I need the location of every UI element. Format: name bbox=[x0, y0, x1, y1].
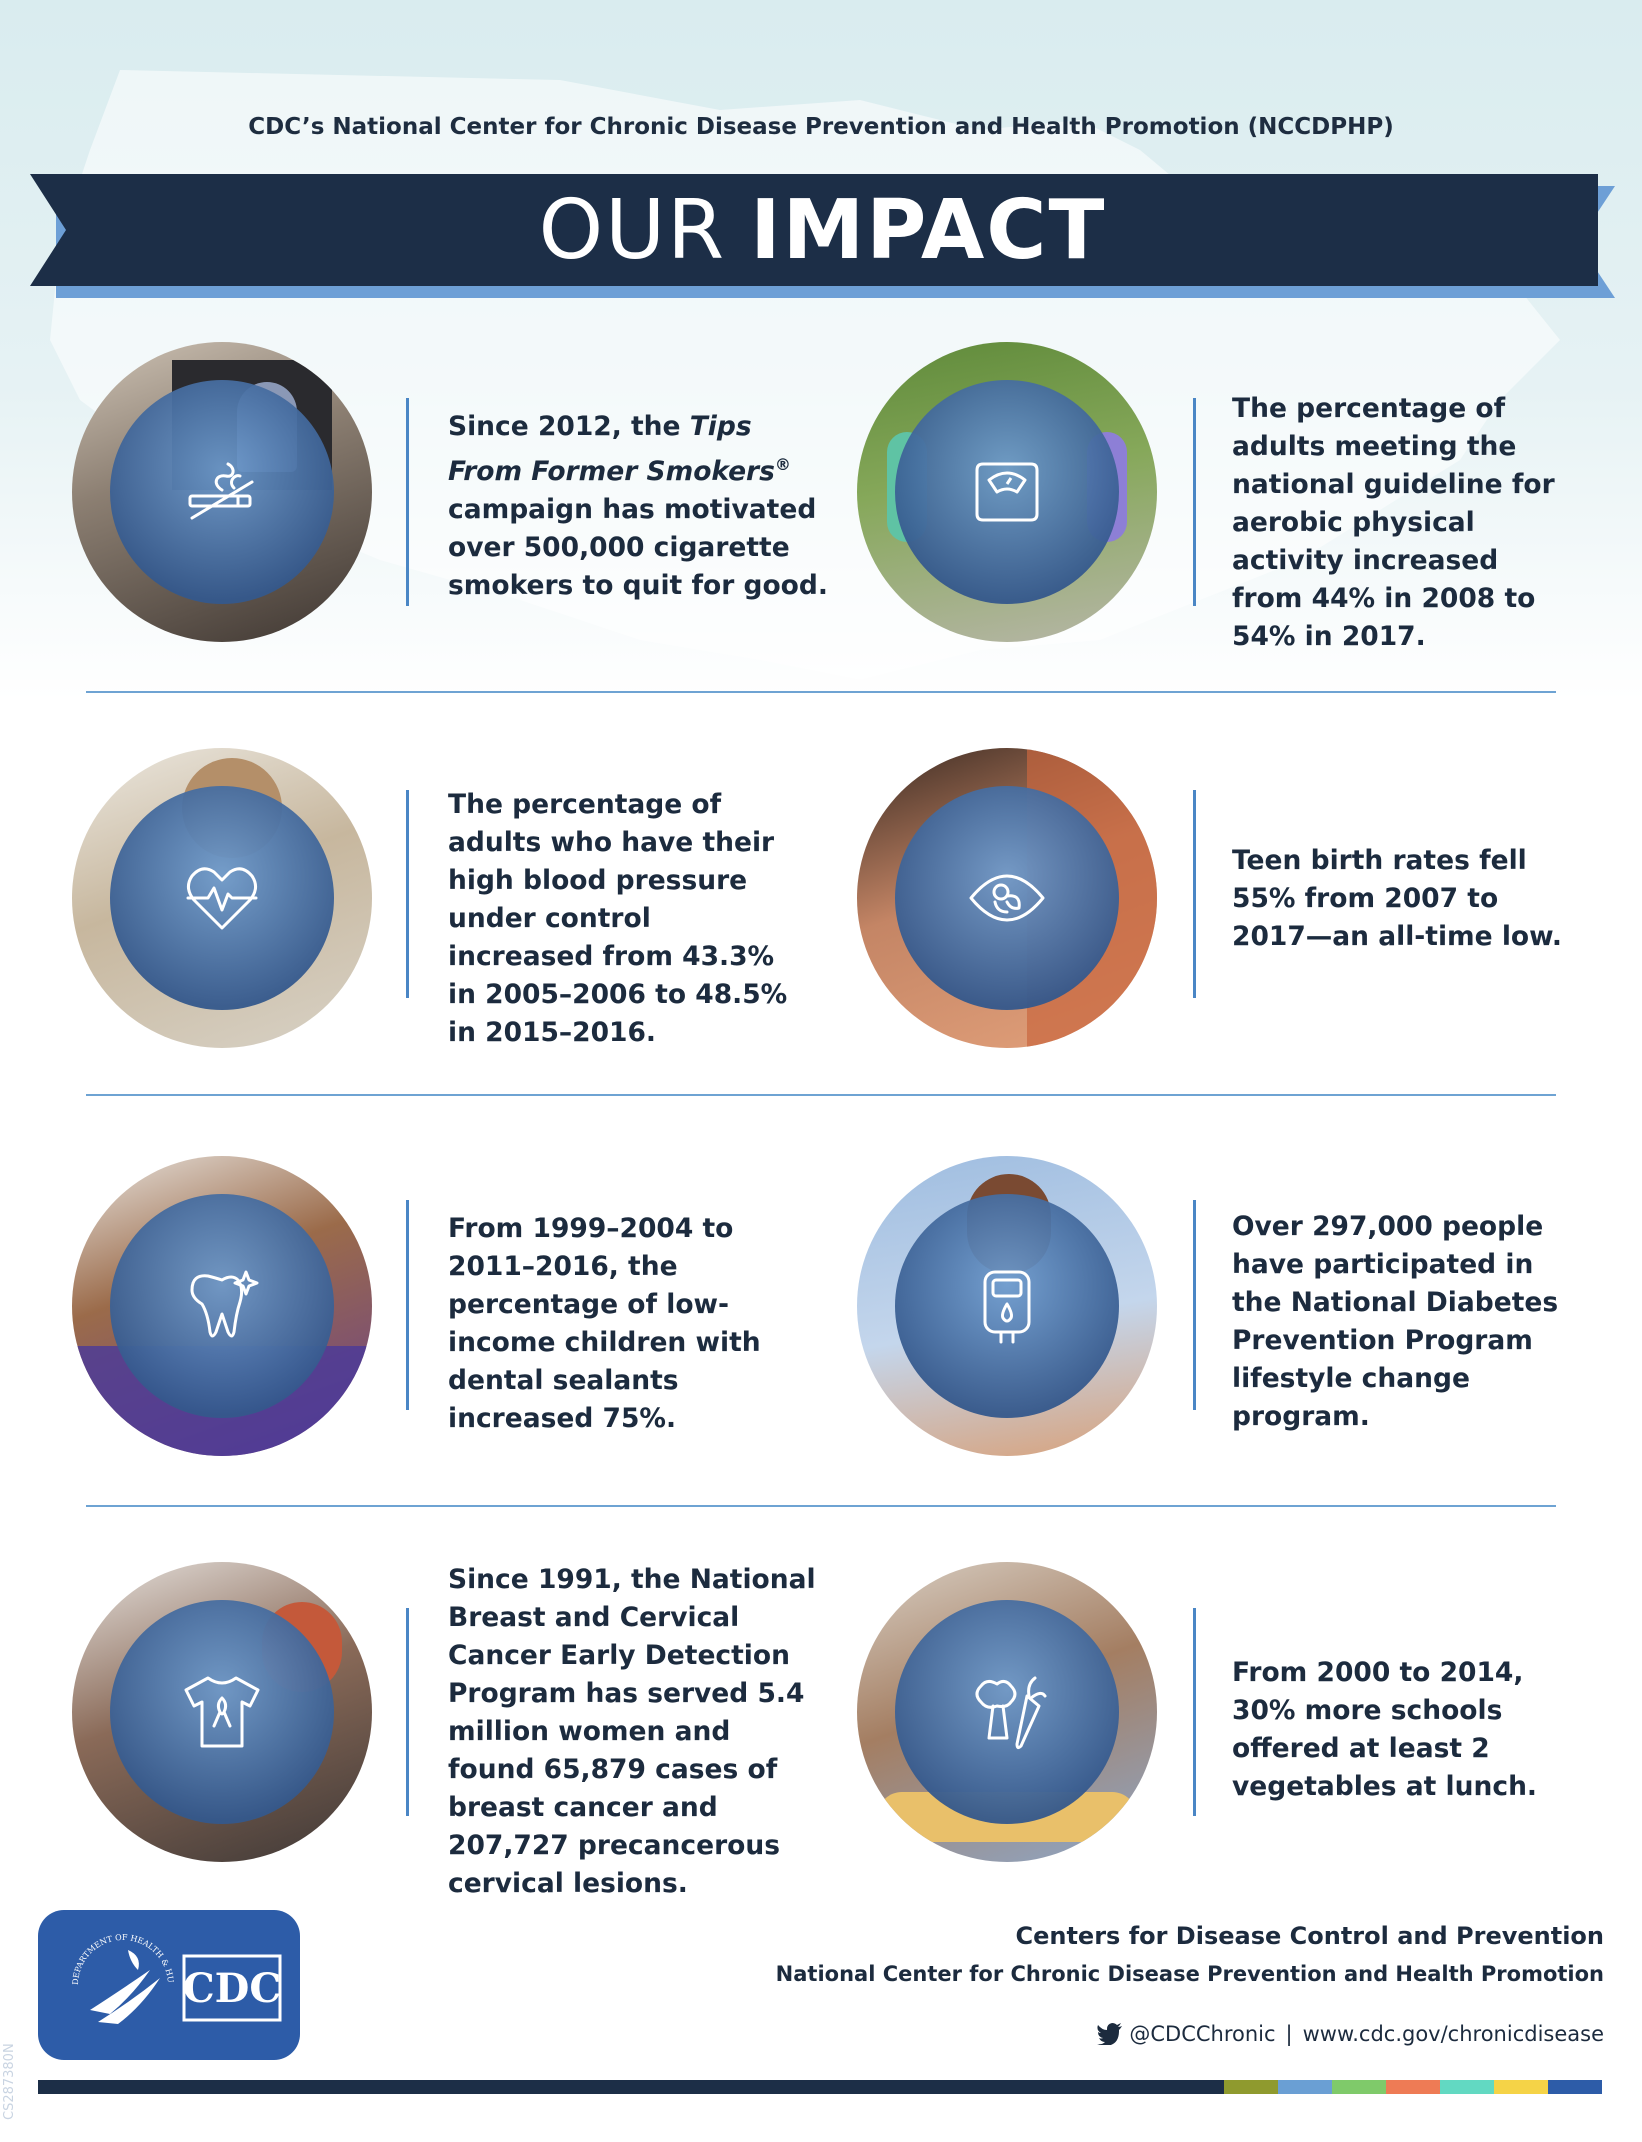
stat-photo-teen-births bbox=[857, 748, 1157, 1048]
page-title bbox=[30, 174, 1615, 286]
ribbon-shirt-icon bbox=[182, 1672, 262, 1752]
cdc-logo-text: CDC bbox=[182, 1964, 282, 2012]
no-smoking-icon bbox=[182, 452, 262, 532]
stat-photo-diabetes-prevention bbox=[857, 1156, 1157, 1456]
stat-photo-blood-pressure bbox=[72, 748, 372, 1048]
stat-text-diabetes-prevention: Over 297,000 people have participated in the National Diabetes Prevention Program lifestyle change program. bbox=[1232, 1211, 1559, 1432]
stat-text-dental-sealants: From 1999–2004 to 2011–2016, the percentage of low-income children with dental sealants increased 75%. bbox=[448, 1213, 761, 1434]
stat-photo-school-vegetables bbox=[857, 1562, 1157, 1862]
vegetables-icon bbox=[967, 1672, 1047, 1752]
color-bar-segment bbox=[1386, 2080, 1440, 2094]
website-link[interactable]: www.cdc.gov/chronicdisease bbox=[1302, 2022, 1604, 2046]
section-divider bbox=[86, 1505, 1556, 1507]
ultrasound-baby-icon bbox=[967, 858, 1047, 938]
stat-text-physical-activity: The percentage of adults meeting the national guideline for aerobic physical activity increased from 44% in 2008 to 54% in 2017. bbox=[1232, 393, 1555, 652]
header-organization: CDC’s National Center for Chronic Disease Prevention and Health Promotion (NCCDPHP) bbox=[248, 114, 1394, 140]
campaign-name: Tips From Former Smokers bbox=[448, 411, 775, 487]
stat-divider-line bbox=[1193, 1608, 1196, 1816]
stat-divider-line bbox=[1193, 398, 1196, 606]
stat-text-school-vegetables: From 2000 to 2014, 30% more schools offered at least 2 vegetables at lunch. bbox=[1232, 1657, 1537, 1802]
section-divider bbox=[86, 1094, 1556, 1096]
stat-text-part: Since 2012, the bbox=[448, 411, 690, 442]
stat-text-teen-births: Teen birth rates fell 55% from 2007 to 2017—an all-time low. bbox=[1232, 845, 1562, 952]
stat-photo-dental-sealants bbox=[72, 1156, 372, 1456]
stat-photo-tips-campaign bbox=[72, 342, 372, 642]
color-bar-segment bbox=[1440, 2080, 1494, 2094]
stat-divider-line bbox=[406, 398, 409, 606]
scale-icon bbox=[967, 452, 1047, 532]
footer-color-bar bbox=[38, 2080, 1602, 2094]
twitter-handle-link[interactable]: @CDCChronic bbox=[1129, 2022, 1276, 2046]
hhs-cdc-logo bbox=[38, 1910, 300, 2060]
page-title-light: OUR bbox=[538, 182, 727, 278]
footer-org-center: National Center for Chronic Disease Prevention and Health Promotion bbox=[775, 1962, 1604, 1986]
stat-divider-line bbox=[406, 790, 409, 998]
heart-pulse-icon bbox=[182, 858, 262, 938]
color-bar-segment bbox=[1332, 2080, 1386, 2094]
document-code: CS287380N bbox=[2, 2043, 17, 2120]
stat-divider-line bbox=[1193, 1200, 1196, 1410]
stat-text-part: campaign has motivated over 500,000 cigarette smokers to quit for good. bbox=[448, 493, 828, 601]
footer-org-main: Centers for Disease Control and Prevention bbox=[1015, 1922, 1604, 1950]
footer-social-links bbox=[1097, 2022, 1604, 2046]
stat-divider-line bbox=[406, 1608, 409, 1816]
stat-divider-line bbox=[406, 1200, 409, 1410]
color-bar-segment bbox=[1548, 2080, 1602, 2094]
color-bar-segment bbox=[1494, 2080, 1548, 2094]
stat-photo-physical-activity bbox=[857, 342, 1157, 642]
svg-text:DEPARTMENT OF HEALTH & HUMAN S bbox=[38, 1910, 175, 1985]
section-divider bbox=[86, 691, 1556, 693]
color-bar-segment bbox=[38, 2080, 1224, 2094]
twitter-bird-icon bbox=[1097, 2023, 1123, 2045]
glucose-meter-icon bbox=[967, 1266, 1047, 1346]
stat-text-cancer-screening: Since 1991, the National Breast and Cervical Cancer Early Detection Program has served 5.4 million women and found 65,879 cases of breast cancer and 207,727 precancerous cervical lesions. bbox=[448, 1564, 816, 1899]
stat-photo-cancer-screening bbox=[72, 1562, 372, 1862]
tooth-sparkle-icon bbox=[182, 1266, 262, 1346]
page-title-bold: IMPACT bbox=[750, 182, 1107, 278]
hhs-seal-text: DEPARTMENT OF HEALTH & HU bbox=[70, 1932, 176, 1986]
color-bar-segment bbox=[1224, 2080, 1278, 2094]
title-banner bbox=[30, 174, 1615, 298]
stat-divider-line bbox=[1193, 790, 1196, 998]
stat-text-blood-pressure: The percentage of adults who have their high blood pressure under control increased from 43.3% in 2005–2006 to 48.5% in 2015–2016. bbox=[448, 789, 788, 1048]
footer-separator: | bbox=[1285, 2022, 1293, 2046]
color-bar-segment bbox=[1278, 2080, 1332, 2094]
stat-text-tips-campaign bbox=[448, 408, 828, 605]
registered-mark: ® bbox=[774, 455, 791, 474]
